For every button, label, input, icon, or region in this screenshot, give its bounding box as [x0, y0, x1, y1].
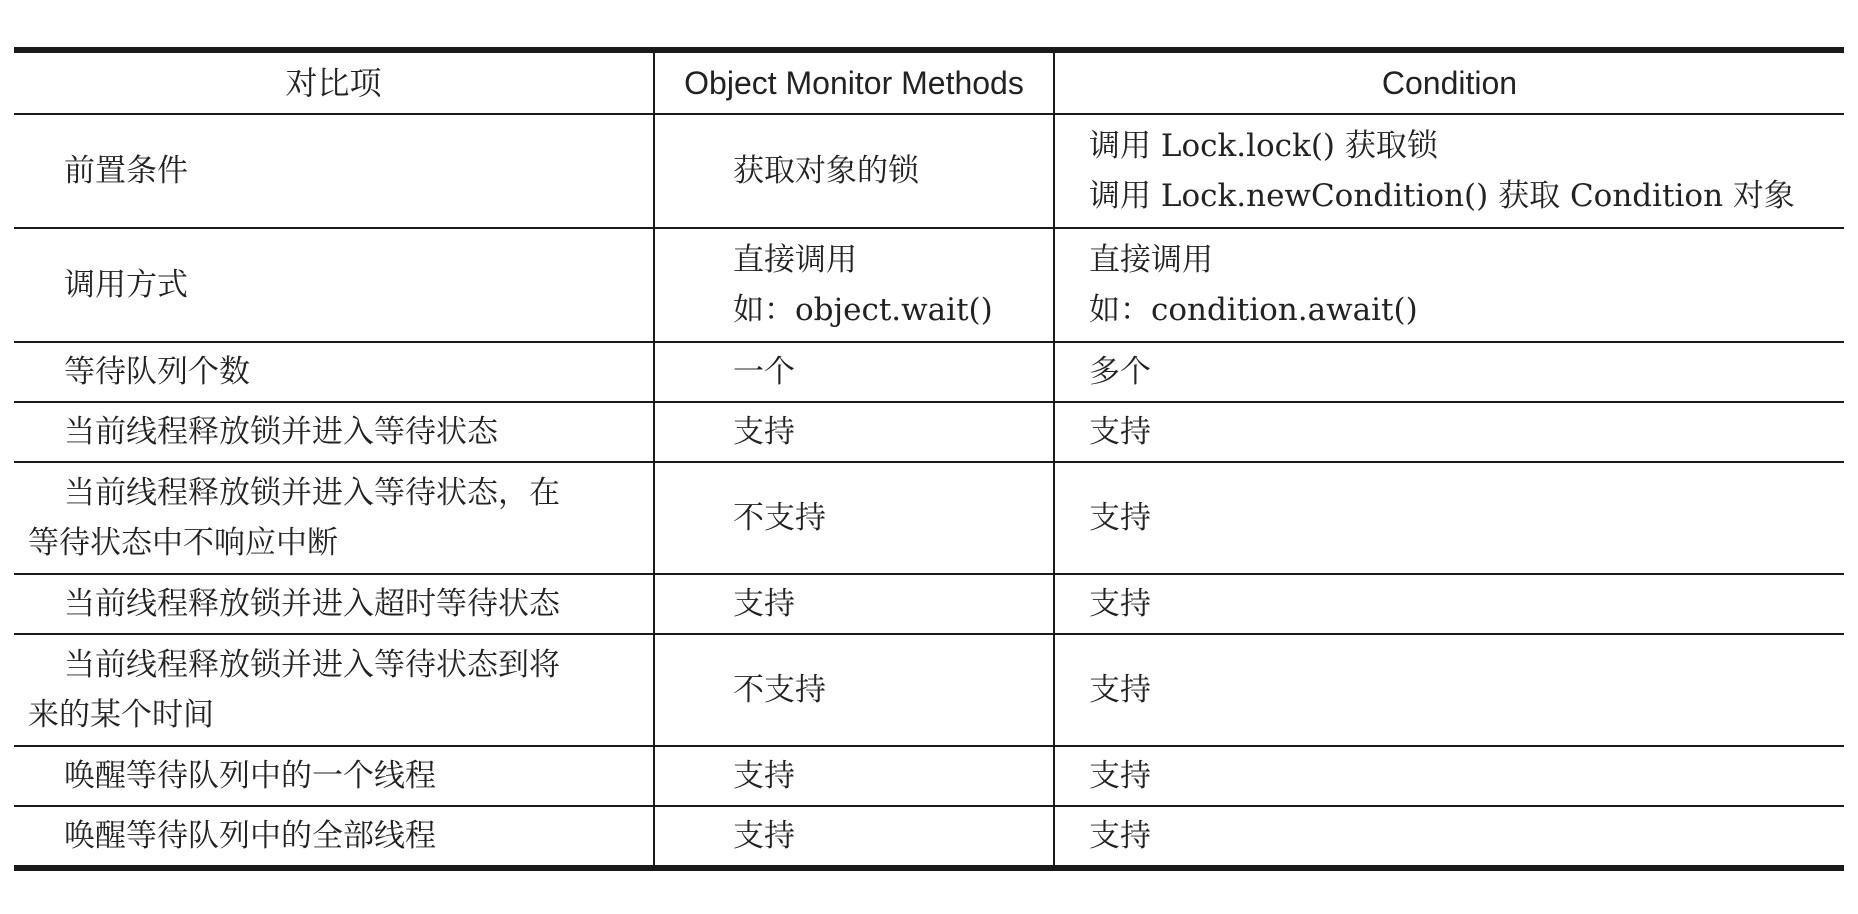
monitor-text: 支持: [733, 414, 795, 450]
item-text: 唤醒等待队列中的一个线程: [64, 758, 436, 794]
monitor-cell: [654, 746, 1054, 806]
monitor-cell: [654, 342, 1054, 402]
table-row: [14, 574, 1844, 634]
monitor-text: 不支持: [733, 500, 826, 536]
item-text: 当前线程释放锁并进入等待状态: [64, 414, 498, 450]
item-text: 当前线程释放锁并进入超时等待状态: [64, 586, 560, 622]
monitor-cell: [654, 806, 1054, 868]
condition-text: 直接调用: [1089, 242, 1213, 278]
table-row: [14, 114, 1844, 228]
monitor-text: 支持: [733, 818, 795, 854]
header-object-monitor-methods: Object Monitor Methods: [654, 50, 1054, 114]
table-row: [14, 462, 1844, 574]
table-row: [14, 228, 1844, 342]
item-cell: [14, 806, 654, 868]
condition-text: 支持: [1089, 818, 1151, 854]
item-cell: [14, 114, 654, 228]
monitor-cell: [654, 462, 1054, 574]
condition-cell: [1054, 342, 1844, 402]
item-text: 前置条件: [64, 153, 188, 189]
condition-cell: [1054, 806, 1844, 868]
condition-text: 多个: [1089, 354, 1151, 390]
condition-text: 支持: [1089, 500, 1151, 536]
monitor-text: 支持: [733, 758, 795, 794]
item-text: 等待队列个数: [64, 354, 250, 390]
condition-cell: [1054, 574, 1844, 634]
condition-text: 支持: [1089, 414, 1151, 450]
monitor-cell: [654, 574, 1054, 634]
item-cell: [14, 574, 654, 634]
item-text: 等待状态中不响应中断: [28, 525, 338, 561]
item-cell: [14, 462, 654, 574]
monitor-cell: [654, 228, 1054, 342]
table-header-row: [14, 50, 1844, 114]
item-text: 来的某个时间: [28, 697, 214, 733]
monitor-cell: [654, 402, 1054, 462]
monitor-text: 获取对象的锁: [733, 153, 919, 189]
table-row: [14, 634, 1844, 746]
condition-text: 如：condition.await(): [1089, 292, 1418, 328]
item-text: 当前线程释放锁并进入等待状态，在: [64, 475, 560, 511]
monitor-cell: [654, 634, 1054, 746]
monitor-text: 支持: [733, 586, 795, 622]
comparison-table: [14, 47, 1844, 871]
monitor-text: 不支持: [733, 672, 826, 708]
condition-text: 调用 Lock.newCondition() 获取 Condition 对象: [1089, 178, 1795, 214]
monitor-cell: [654, 114, 1054, 228]
monitor-text: 如：object.wait(): [733, 292, 993, 328]
item-cell: [14, 342, 654, 402]
condition-text: 调用 Lock.lock() 获取锁: [1089, 128, 1438, 164]
table-row: [14, 746, 1844, 806]
table-row: [14, 806, 1844, 868]
item-cell: [14, 402, 654, 462]
item-cell: [14, 746, 654, 806]
condition-text: 支持: [1089, 586, 1151, 622]
table-row: [14, 402, 1844, 462]
condition-text: 支持: [1089, 758, 1151, 794]
header-compare-item: 对比项: [14, 50, 654, 114]
item-text: 调用方式: [64, 267, 188, 303]
item-cell: [14, 228, 654, 342]
condition-cell: [1054, 462, 1844, 574]
comparison-table-wrapper: [14, 47, 1844, 871]
item-cell: [14, 634, 654, 746]
monitor-text: 直接调用: [733, 242, 857, 278]
condition-text: 支持: [1089, 672, 1151, 708]
condition-cell: [1054, 114, 1844, 228]
header-condition: Condition: [1054, 50, 1844, 114]
condition-cell: [1054, 402, 1844, 462]
monitor-text: 一个: [733, 354, 795, 390]
condition-cell: [1054, 228, 1844, 342]
table-row: [14, 342, 1844, 402]
condition-cell: [1054, 746, 1844, 806]
item-text: 当前线程释放锁并进入等待状态到将: [64, 647, 560, 683]
condition-cell: [1054, 634, 1844, 746]
item-text: 唤醒等待队列中的全部线程: [64, 818, 436, 854]
